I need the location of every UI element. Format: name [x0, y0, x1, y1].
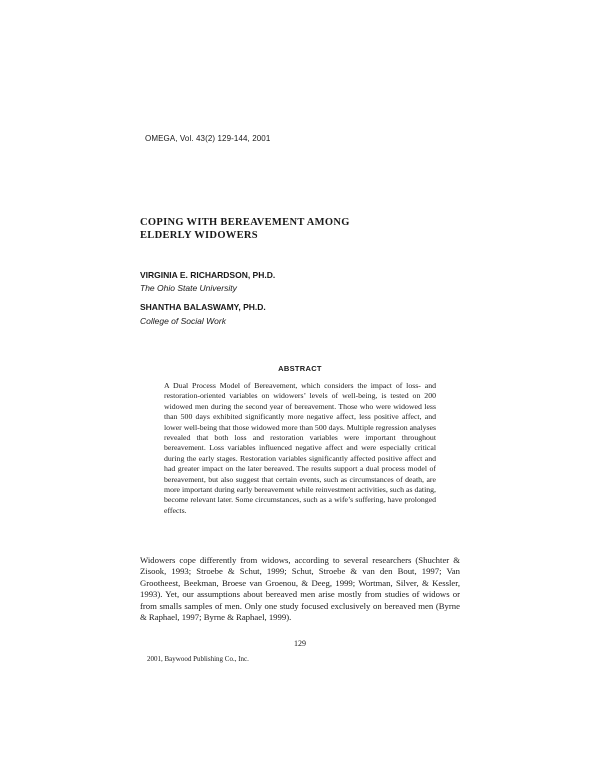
intro-paragraph: Widowers cope differently from widows, according to several researchers (Shuchter & Zisook, 1993; Stroebe & Schut, 1999; Schut, Stroebe & van den Bout, 1997; Van Grootheest, Beekman, Broese van Groenou, & Deeg, 1999; Wortman, Silver, & Kessler, 1993). Yet, our assumptions about bereaved men arise mostly from studies of widows or from smalls samples of men. Only one study focused exclusively on bereaved men (Byrne & Raphael, 1997; Byrne & Raphael, 1999). [140, 555, 460, 623]
abstract-heading: ABSTRACT [278, 364, 322, 373]
author-name: SHANTHA BALASWAMY, PH.D. [140, 302, 266, 312]
author-affiliation: The Ohio State University [140, 283, 237, 293]
copyright-notice: 2001, Baywood Publishing Co., Inc. [147, 655, 249, 663]
author-affiliation: College of Social Work [140, 316, 226, 326]
article-title-line-2: ELDERLY WIDOWERS [140, 230, 258, 241]
article-title-line-1: COPING WITH BEREAVEMENT AMONG [140, 217, 350, 228]
author-name: VIRGINIA E. RICHARDSON, PH.D. [140, 270, 276, 280]
abstract-text: A Dual Process Model of Bereavement, which considers the impact of loss- and restoration-oriented variables on widowers’ levels of well-being, is tested on 200 widowed men during the second year of bereavement. Those who were widowed less than 500 days exhibited significantly more negative affect, less positive affect, and lower well-being that those widowed more than 500 days. Multiple regression analyses revealed that both loss and restoration variables were important throughout bereavement. Loss variables influenced negative affect and were especially critical during the early stages. Restoration variables significantly affected positive affect and had greater impact on the later bereaved. The results support a dual process model of bereavement, but also suggest that certain events, such as circumstances of death, are more important during early bereavement while reinvestment activities, such as dating, become relevant later. Some circumstances, such as a wife’s suffering, have prolonged effects. [164, 381, 436, 515]
page-number: 129 [294, 639, 306, 648]
journal-citation: OMEGA, Vol. 43(2) 129-144, 2001 [145, 134, 271, 143]
article-title [140, 216, 350, 242]
